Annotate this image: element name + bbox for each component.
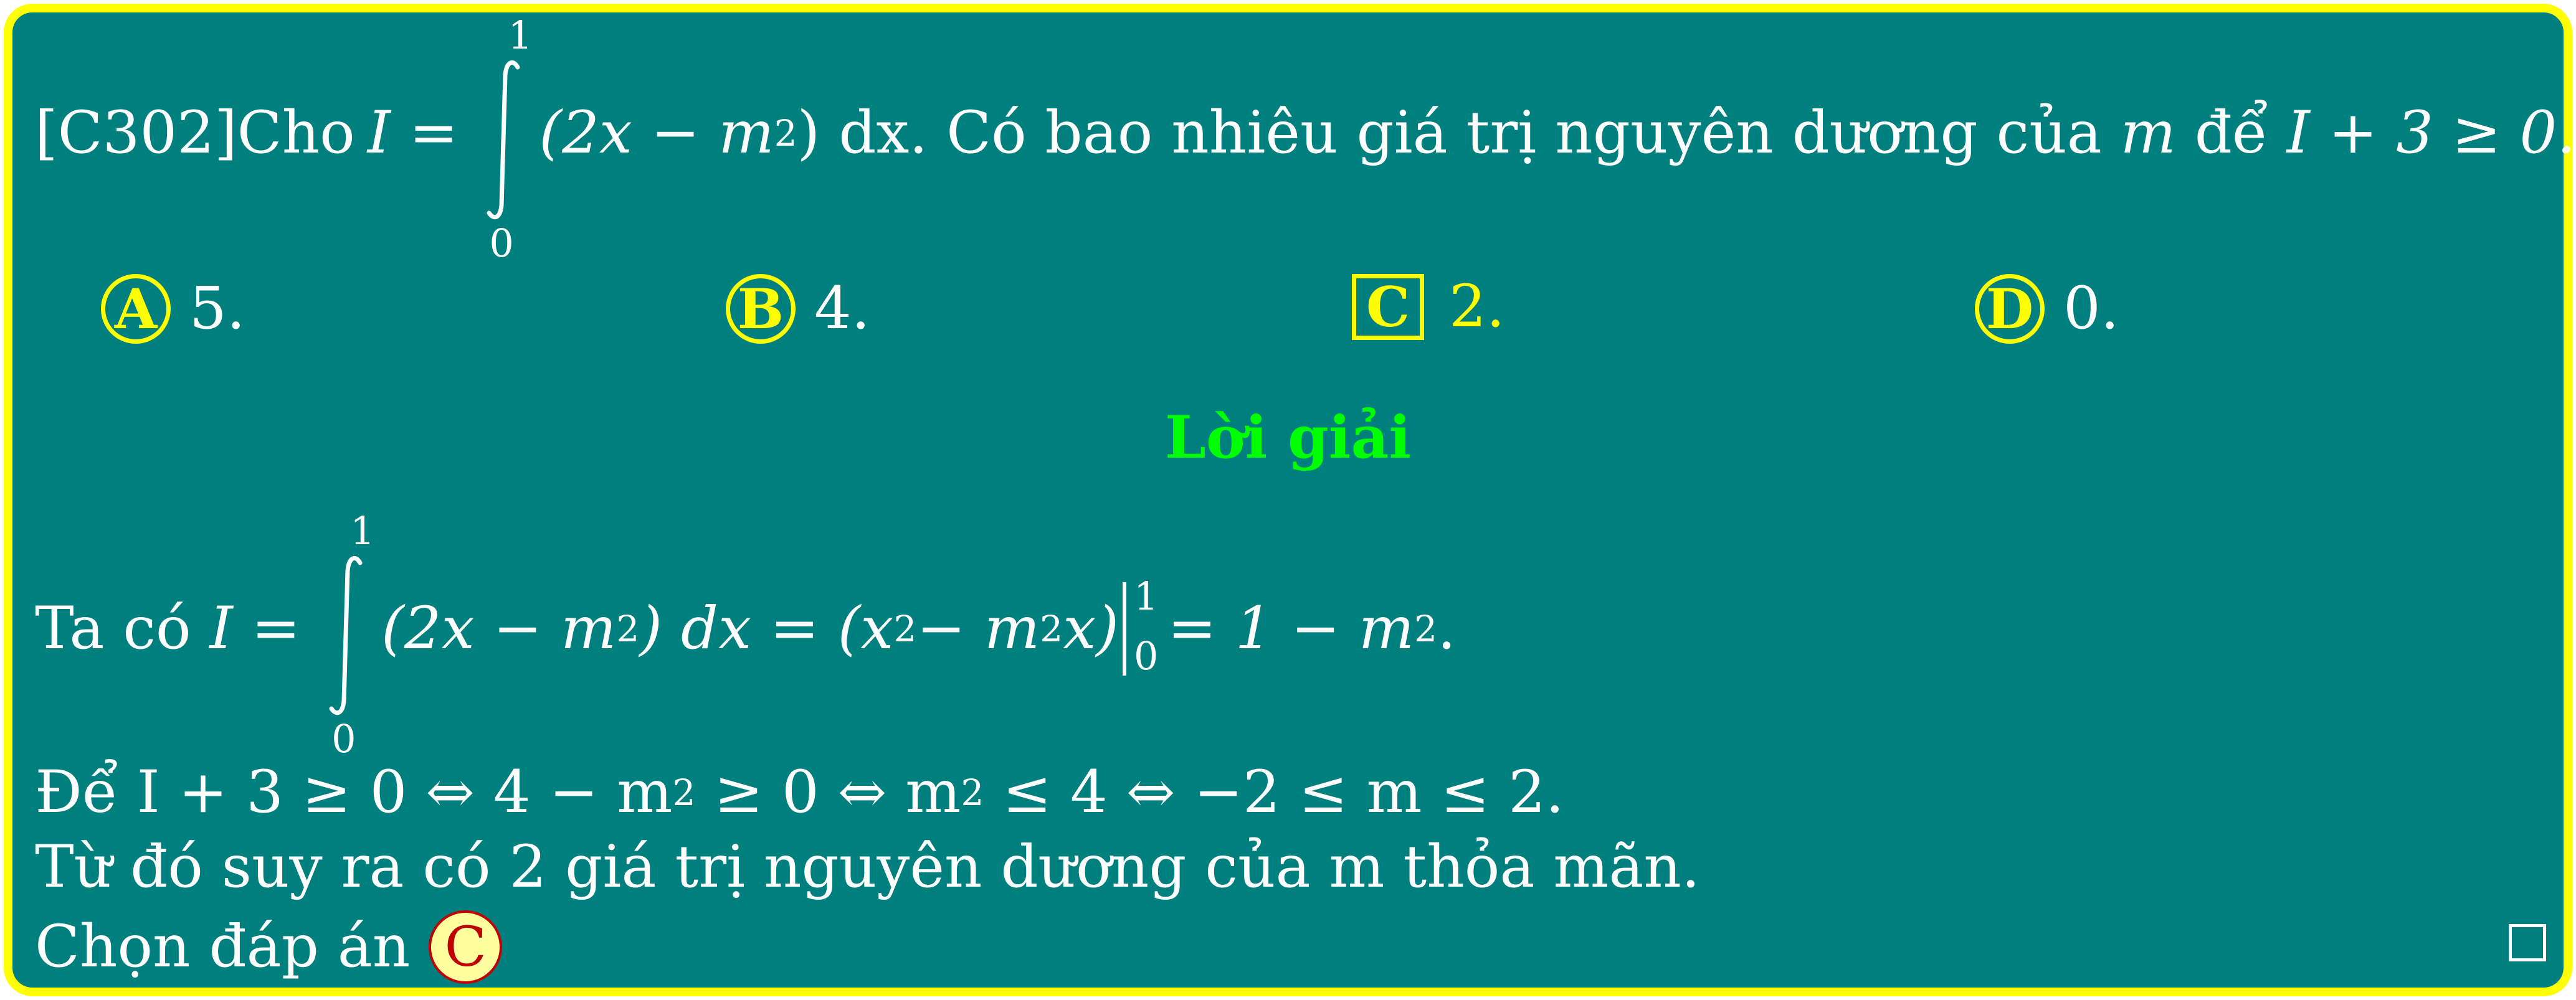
integral-lower-bound: 0 [331, 716, 356, 762]
period: . [1437, 595, 1457, 663]
problem-card [4, 4, 2576, 996]
choice-text: 2. [1449, 273, 1505, 341]
qed-square-icon [2509, 924, 2546, 961]
solution-line-4 [35, 910, 502, 984]
choice-d[interactable] [1975, 274, 2119, 344]
choice-b[interactable] [726, 274, 870, 344]
integrand: (2x − m [539, 99, 774, 167]
integrand-close: ) dx [797, 99, 910, 167]
choice-c[interactable] [1352, 274, 1505, 340]
solution-line-1: Ta có I = 1 0 (2x − m 2 ) dx = (x 2 − m 2 x) 1 0 = 1 − m 2 . [35, 508, 1457, 762]
question-line: [C302]Cho I = 1 0 (2x − m 2 ) dx . Có bao nhiêu giá trị nguyên dương của m để I + 3 ≥ 0. [35, 12, 2576, 266]
var-m: m [2120, 99, 2176, 167]
result: = 1 − m [1167, 595, 1415, 663]
equals: = [232, 595, 320, 663]
antiderivative-end: x) [1063, 595, 1119, 663]
antiderivative-mid: − m [916, 595, 1040, 663]
choice-text: 5. [189, 275, 245, 342]
integral-sign [480, 12, 535, 266]
answer-badge: C [429, 910, 502, 984]
var-I: I [367, 99, 391, 167]
question-rest: . Có bao nhiêu giá trị nguyên dương của [909, 99, 2121, 167]
choice-text: 4. [814, 275, 870, 342]
solution-line-3: Từ đó suy ra có 2 giá trị nguyên dương của m thỏa mãn. [35, 833, 1700, 901]
evaluation-bar-line [1123, 582, 1126, 676]
integrand: (2x − m [381, 595, 617, 663]
condition: I + 3 ≥ 0. [2286, 99, 2576, 167]
solution-line-2: Để I + 3 ≥ 0 ⇔ 4 − m 2 ≥ 0 ⇔ m 2 ≤ 4 ⇔ −2 ≤ m ≤ 2. [35, 758, 1564, 826]
integral-upper-bound: 1 [508, 12, 533, 58]
choice-letter-badge: D [1975, 274, 2045, 344]
integral-symbol-icon [328, 554, 365, 716]
integral-lower-bound: 0 [489, 220, 514, 266]
text: Để I + 3 ≥ 0 ⇔ 4 − m [35, 758, 673, 826]
eval-lower: 0 [1133, 633, 1159, 679]
var-I: I [209, 595, 233, 663]
question-label: [C302]Cho [35, 99, 355, 167]
integral-upper-bound: 1 [350, 508, 375, 554]
evaluation-bar [1119, 573, 1162, 679]
antiderivative: ) dx = (x [639, 595, 894, 663]
integral-symbol-icon [485, 59, 523, 220]
choice-letter-badge: B [726, 274, 796, 344]
equals: = [390, 99, 477, 167]
eval-upper: 1 [1133, 573, 1159, 619]
text: ≥ 0 ⇔ m [695, 758, 961, 826]
choice-a[interactable] [101, 274, 245, 344]
choice-letter-badge: C [1352, 274, 1424, 340]
choose-answer-text: Chọn đáp án [35, 913, 411, 981]
integral-sign [323, 508, 378, 762]
text: ≤ 4 ⇔ −2 ≤ m ≤ 2. [984, 758, 1564, 826]
choice-letter-badge: A [101, 274, 171, 344]
question-rest-2: để [2175, 99, 2287, 167]
choice-text: 0. [2063, 275, 2119, 342]
solution-heading: Lời giải [1164, 403, 1412, 472]
text: Ta có [35, 595, 210, 663]
